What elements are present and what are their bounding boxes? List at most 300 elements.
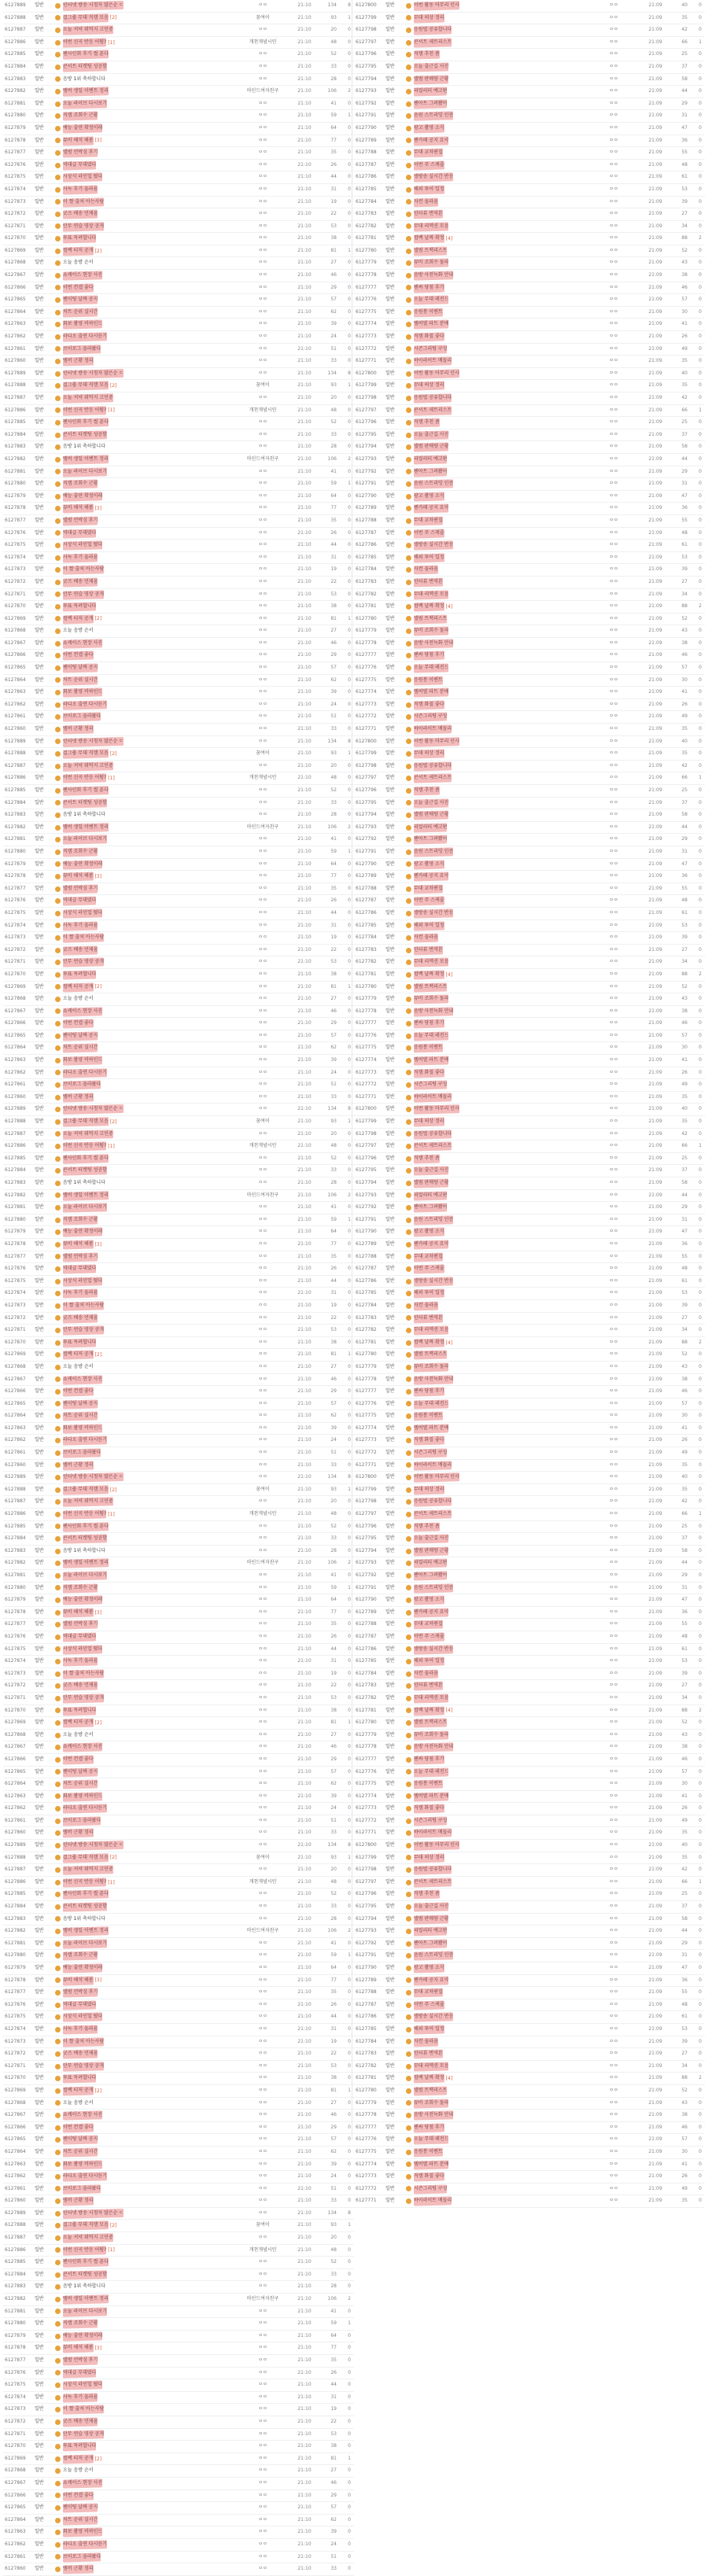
post-row[interactable] — [354, 2184, 705, 2196]
post-title-link[interactable]: 이번 활동 마무리 인사 — [414, 1104, 459, 1115]
post-title-cell[interactable] — [55, 1631, 244, 1643]
post-title-cell[interactable] — [55, 2465, 244, 2477]
post-writer[interactable]: ㅇㅇ — [590, 1754, 637, 1766]
post-row[interactable] — [354, 1165, 705, 1177]
post-writer[interactable]: 개천개념시민 — [239, 37, 286, 49]
post-title-cell[interactable] — [55, 2515, 244, 2526]
post-row[interactable] — [354, 1938, 705, 1951]
post-title-link[interactable]: 뮤비 조회수 돌파 — [414, 625, 448, 637]
post-writer[interactable]: ㅇㅇ — [590, 1018, 637, 1030]
post-row[interactable] — [3, 1754, 354, 1767]
post-writer[interactable]: ㅇㅇ — [590, 1680, 637, 1692]
post-title-cell[interactable] — [406, 1374, 595, 1386]
post-title-cell[interactable] — [406, 13, 595, 24]
post-title-link[interactable]: 팬아트 그려봤어 — [414, 466, 447, 478]
post-title-link[interactable]: 오늘 저녁 뭐먹지 고민중 — [63, 1864, 113, 1876]
post-title-cell[interactable] — [406, 822, 595, 834]
post-writer[interactable]: ㅇㅇ — [590, 1987, 637, 1999]
post-title-cell[interactable] — [406, 184, 595, 196]
post-title-cell[interactable] — [406, 614, 595, 625]
post-title-cell[interactable] — [406, 2171, 595, 2183]
post-title-link[interactable]: 뮤비 해석 해봄 — [63, 1607, 94, 1619]
post-title-cell[interactable] — [406, 429, 595, 441]
post-writer[interactable]: ㅇㅇ — [590, 2122, 637, 2134]
post-title-link[interactable]: 음방 1위 축하합니다 — [63, 809, 105, 821]
post-title-link[interactable]: 멤버 생일 이벤트 정리 — [63, 86, 109, 98]
post-writer[interactable]: ㅇㅇ — [590, 1263, 637, 1275]
post-row[interactable] — [354, 1644, 705, 1657]
post-title-cell[interactable] — [406, 1263, 595, 1275]
post-writer[interactable]: ㅇㅇ — [590, 662, 637, 674]
post-title-link[interactable]: 콘서트 세트리스트 — [414, 1509, 452, 1520]
post-writer[interactable]: ㅇㅇ — [239, 1999, 286, 2011]
post-writer[interactable]: ㅇㅇ — [590, 2061, 637, 2073]
post-writer[interactable]: ㅇㅇ — [590, 1889, 637, 1900]
post-row[interactable] — [3, 1778, 354, 1791]
post-title-link[interactable]: 앨범 언박싱 후기 — [63, 1987, 98, 1999]
post-row[interactable] — [354, 1926, 705, 1938]
post-title-cell[interactable] — [406, 1767, 595, 1778]
post-title-cell[interactable] — [406, 1141, 595, 1152]
post-title-cell[interactable] — [406, 61, 595, 73]
post-writer[interactable]: 개천개념시민 — [239, 405, 286, 417]
post-writer[interactable]: ㅇㅇ — [590, 2171, 637, 2183]
post-title-link[interactable]: 음원 스트리밍 인증 — [414, 1950, 453, 1962]
post-title-link[interactable]: 역대급 무대였다 — [63, 895, 96, 907]
post-writer[interactable]: ㅇㅇ — [590, 895, 637, 907]
post-title-link[interactable]: 광고 촬영 소식 — [414, 1962, 444, 1974]
post-title-link[interactable]: 차트 순위 실시간 — [63, 675, 98, 687]
post-row[interactable] — [354, 368, 705, 381]
comment-count[interactable]: [2] — [110, 2223, 117, 2228]
post-writer[interactable]: ㅇㅇ — [590, 1313, 637, 1325]
post-title-link[interactable]: 굿즈 배송 언제옴 — [63, 208, 98, 220]
post-title-link[interactable]: 쇼케이스 현장 사진 — [63, 270, 102, 282]
post-writer[interactable]: ㅇㅇ — [590, 1423, 637, 1435]
post-writer[interactable]: ㅇㅇ — [239, 1791, 286, 1803]
post-title-cell[interactable] — [55, 1803, 244, 1815]
post-title-cell[interactable] — [55, 2184, 244, 2195]
post-title-link[interactable]: 컴백 티저 공개 — [63, 1349, 94, 1361]
post-writer[interactable]: ㅇㅇ — [239, 270, 286, 282]
post-row[interactable] — [354, 1950, 705, 1962]
post-writer[interactable]: ㅇㅇ — [239, 1864, 286, 1876]
post-row[interactable] — [3, 982, 354, 994]
post-title-cell[interactable] — [406, 834, 595, 846]
post-writer[interactable]: ㅇㅇ — [239, 2429, 286, 2441]
post-writer[interactable]: ㅇㅇ — [590, 2184, 637, 2195]
post-row[interactable] — [354, 1288, 705, 1300]
post-row[interactable] — [354, 61, 705, 74]
post-title-cell[interactable] — [55, 1496, 244, 1508]
post-title-cell[interactable] — [406, 1631, 595, 1643]
post-writer[interactable]: 마인드여자친구 — [239, 1190, 286, 1202]
post-title-cell[interactable] — [55, 2048, 244, 2060]
post-title-link[interactable]: 하이라이트 메들리 — [414, 724, 452, 735]
post-row[interactable] — [354, 1435, 705, 1447]
post-title-link[interactable]: 응원봉 이벤트 — [414, 2147, 443, 2158]
post-writer[interactable]: ㅇㅇ — [590, 1938, 637, 1950]
post-writer[interactable]: ㅇㅇ — [239, 1914, 286, 1926]
post-writer[interactable]: ㅇㅇ — [590, 846, 637, 858]
post-title-cell[interactable] — [406, 1521, 595, 1533]
post-title-cell[interactable] — [406, 1668, 595, 1680]
post-title-cell[interactable] — [55, 711, 244, 723]
post-row[interactable] — [3, 699, 354, 712]
post-row[interactable] — [3, 184, 354, 197]
post-title-cell[interactable] — [406, 1852, 595, 1864]
post-row[interactable] — [3, 2478, 354, 2490]
post-row[interactable] — [3, 993, 354, 1006]
post-writer[interactable]: ㅇㅇ — [239, 1263, 286, 1275]
post-title-link[interactable]: 무대 리액션 모음 — [414, 221, 448, 233]
post-writer[interactable]: ㅇㅇ — [239, 147, 286, 159]
post-title-link[interactable]: 굿즈 배송 언제옴 — [63, 2048, 98, 2060]
post-writer[interactable]: ㅇㅇ — [590, 2036, 637, 2048]
post-row[interactable] — [3, 13, 354, 25]
post-title-cell[interactable] — [55, 589, 244, 601]
post-title-cell[interactable] — [406, 2195, 595, 2207]
post-title-cell[interactable] — [55, 2073, 244, 2084]
post-row[interactable] — [3, 748, 354, 761]
post-title-link[interactable]: 인터뷰 번역본 — [414, 2048, 443, 2060]
post-title-link[interactable]: 뮤비 조회수 돌파 — [414, 1362, 448, 1373]
post-row[interactable] — [3, 1313, 354, 1325]
post-writer[interactable]: ㅇㅇ — [239, 1092, 286, 1104]
post-title-link[interactable]: 시즌그리팅 구성 — [414, 2184, 447, 2195]
post-row[interactable] — [3, 2331, 354, 2343]
post-row[interactable] — [3, 245, 354, 258]
post-title-link[interactable]: 리얼리티 예고편 — [414, 822, 447, 834]
post-writer[interactable]: ㅇㅇ — [590, 74, 637, 86]
post-title-cell[interactable] — [55, 2404, 244, 2416]
post-row[interactable] — [3, 871, 354, 883]
post-title-link[interactable]: 앨범 판매량 근황 — [414, 1546, 448, 1557]
post-title-link[interactable]: 뮤비 해석 해봄 — [63, 503, 94, 514]
post-title-cell[interactable] — [406, 761, 595, 772]
post-writer[interactable]: ㅇㅇ — [590, 1300, 637, 1312]
post-title-link[interactable]: 무대 교차편집 — [414, 1987, 443, 1999]
post-writer[interactable]: ㅇㅇ — [590, 1055, 637, 1067]
post-title-cell[interactable] — [406, 662, 595, 674]
post-title-cell[interactable] — [55, 1313, 244, 1325]
post-row[interactable] — [3, 1399, 354, 1411]
post-row[interactable] — [3, 1006, 354, 1019]
post-writer[interactable]: 마인드여자친구 — [239, 1926, 286, 1937]
post-row[interactable] — [354, 417, 705, 429]
post-writer[interactable]: ㅇㅇ — [239, 1337, 286, 1349]
post-title-link[interactable]: 광고 촬영 소식 — [414, 859, 444, 871]
post-row[interactable] — [3, 2085, 354, 2098]
post-row[interactable] — [354, 1619, 705, 1631]
post-title-cell[interactable] — [55, 368, 244, 380]
post-title-link[interactable]: 브이로그 올라왔다 — [63, 1079, 101, 1091]
post-row[interactable] — [3, 945, 354, 957]
post-title-cell[interactable] — [55, 1190, 244, 1202]
post-writer[interactable]: ㅇㅇ — [239, 429, 286, 441]
post-title-link[interactable]: 직캠 추천 좀 — [414, 1521, 440, 1533]
post-title-link[interactable]: 뮤비 조회수 돌파 — [414, 257, 448, 269]
post-row[interactable] — [354, 589, 705, 602]
post-title-cell[interactable] — [55, 1717, 244, 1729]
post-title-link[interactable]: 생방송 실시간 반응 — [414, 540, 453, 551]
post-title-link[interactable]: 사녹 후기 올라옴 — [63, 2024, 98, 2036]
post-writer[interactable]: ㅇㅇ — [239, 123, 286, 135]
post-title-cell[interactable] — [406, 49, 595, 61]
post-row[interactable] — [3, 1190, 354, 1203]
post-row[interactable] — [354, 184, 705, 197]
post-row[interactable] — [3, 528, 354, 540]
post-title-cell[interactable] — [55, 257, 244, 269]
post-row[interactable] — [3, 515, 354, 528]
post-row[interactable] — [3, 1864, 354, 1877]
post-row[interactable] — [354, 1239, 705, 1251]
post-title-link[interactable]: 이번 활동 마무리 인사 — [414, 368, 459, 380]
post-title-link[interactable]: 이번 컨셉 좋다 — [63, 282, 94, 294]
post-row[interactable] — [3, 1546, 354, 1558]
post-row[interactable] — [354, 552, 705, 565]
post-title-cell[interactable] — [406, 257, 595, 269]
post-title-cell[interactable] — [55, 1165, 244, 1177]
post-row[interactable] — [354, 883, 705, 896]
post-row[interactable] — [3, 1202, 354, 1214]
post-title-cell[interactable] — [55, 1864, 244, 1876]
post-writer[interactable]: ㅇㅇ — [590, 1104, 637, 1115]
post-writer[interactable]: ㅇㅇ — [590, 1325, 637, 1336]
post-title-cell[interactable] — [55, 834, 244, 846]
post-writer[interactable]: ㅇㅇ — [239, 1741, 286, 1753]
post-title-link[interactable]: 이번 신곡 반응 어떰? — [63, 405, 106, 417]
post-writer[interactable]: ㅇㅇ — [239, 74, 286, 86]
post-row[interactable] — [3, 257, 354, 270]
post-title-cell[interactable] — [55, 528, 244, 540]
post-writer[interactable]: ㅇㅇ — [590, 1165, 637, 1177]
post-title-cell[interactable] — [406, 625, 595, 637]
post-row[interactable] — [354, 344, 705, 356]
post-row[interactable] — [3, 2404, 354, 2416]
post-writer[interactable]: ㅇㅇ — [590, 785, 637, 797]
post-writer[interactable]: ㅇㅇ — [590, 1521, 637, 1533]
post-row[interactable] — [354, 441, 705, 454]
post-title-cell[interactable] — [55, 2147, 244, 2158]
post-row[interactable] — [3, 2552, 354, 2564]
post-writer[interactable]: ㅇㅇ — [239, 540, 286, 551]
post-title-link[interactable]: 오늘 라이브 다시보기 — [63, 2306, 107, 2318]
post-row[interactable] — [354, 1656, 705, 1668]
post-title-link[interactable]: 투표 독려합니다 — [63, 601, 96, 613]
post-row[interactable] — [3, 1827, 354, 1840]
post-writer[interactable]: ㅇㅇ — [590, 1668, 637, 1680]
post-title-cell[interactable] — [406, 1214, 595, 1226]
post-title-link[interactable]: 콘서트 세트리스트 — [414, 772, 452, 784]
post-title-link[interactable]: 뮤비 해석 해봄 — [63, 1975, 94, 1987]
post-title-cell[interactable] — [406, 1962, 595, 1974]
post-title-cell[interactable] — [55, 294, 244, 306]
post-row[interactable] — [354, 1214, 705, 1227]
post-writer[interactable]: ㅇㅇ — [239, 883, 286, 895]
post-writer[interactable]: ㅇㅇ — [239, 1410, 286, 1422]
post-title-cell[interactable] — [55, 1754, 244, 1766]
post-title-link[interactable]: 리얼리티 예고편 — [414, 1926, 447, 1937]
post-title-cell[interactable] — [55, 2392, 244, 2404]
post-row[interactable] — [3, 1141, 354, 1153]
post-title-cell[interactable] — [55, 0, 244, 12]
post-writer[interactable]: ㅇㅇ — [590, 331, 637, 343]
post-writer[interactable]: ㅇㅇ — [239, 2208, 286, 2220]
post-row[interactable] — [3, 1263, 354, 1276]
post-title-link[interactable]: 안무 연습 영상 공개 — [63, 956, 104, 968]
post-title-link[interactable]: 투표 독려합니다 — [63, 969, 96, 981]
post-writer[interactable]: ㅇㅇ — [590, 515, 637, 527]
post-title-link[interactable]: 팬아트 그려봤어 — [414, 1938, 447, 1950]
post-row[interactable] — [3, 49, 354, 61]
post-title-cell[interactable] — [55, 2502, 244, 2514]
post-row[interactable] — [354, 969, 705, 982]
post-title-cell[interactable] — [55, 1276, 244, 1288]
post-title-cell[interactable] — [55, 895, 244, 907]
post-row[interactable] — [3, 270, 354, 282]
post-title-link[interactable]: 콘서트 세트리스트 — [414, 405, 452, 417]
post-writer[interactable]: ㅇㅇ — [590, 1435, 637, 1446]
post-title-cell[interactable] — [55, 1141, 244, 1152]
post-writer[interactable]: ㅇㅇ — [590, 503, 637, 514]
post-writer[interactable]: ㅇㅇ — [590, 13, 637, 24]
post-row[interactable] — [354, 1104, 705, 1116]
post-title-cell[interactable] — [55, 1741, 244, 1753]
post-row[interactable] — [3, 110, 354, 123]
post-row[interactable] — [3, 74, 354, 87]
post-writer[interactable]: ㅇㅇ — [239, 625, 286, 637]
post-title-link[interactable]: 역대급 무대였다 — [63, 528, 96, 540]
post-row[interactable] — [3, 736, 354, 749]
post-row[interactable] — [3, 1435, 354, 1447]
post-row[interactable] — [354, 2147, 705, 2159]
post-title-cell[interactable] — [406, 1092, 595, 1104]
post-writer[interactable]: ㅇㅇ — [239, 392, 286, 404]
post-row[interactable] — [354, 454, 705, 466]
comment-count[interactable]: [2] — [110, 751, 117, 757]
post-writer[interactable]: ㅇㅇ — [590, 221, 637, 233]
post-title-link[interactable]: 인터넷 방송 시청자 많은순 ㄷ — [63, 0, 124, 12]
post-writer[interactable]: ㅇㅇ — [590, 675, 637, 687]
post-row[interactable] — [3, 908, 354, 920]
post-row[interactable] — [354, 945, 705, 957]
post-title-cell[interactable] — [406, 491, 595, 503]
post-title-link[interactable]: 직캠 화질 좋다 — [414, 2171, 444, 2183]
post-title-link[interactable]: 콘서트 세트리스트 — [414, 37, 452, 49]
post-title-link[interactable]: 자컨 올라옴 — [414, 2036, 438, 2048]
post-title-link[interactable]: 이번 주 스케줄 — [414, 160, 444, 171]
comment-count[interactable]: [2] — [110, 1855, 117, 1860]
post-writer[interactable]: ㅇㅇ — [239, 1325, 286, 1336]
post-title-link[interactable]: 굿즈 배송 언제옴 — [63, 1313, 98, 1325]
post-row[interactable] — [3, 1791, 354, 1804]
post-title-link[interactable]: 광고 촬영 소식 — [414, 1594, 444, 1606]
post-title-link[interactable]: 이번 신곡 반응 어떰? — [63, 1141, 106, 1152]
post-writer[interactable]: ㅇㅇ — [590, 417, 637, 429]
post-title-cell[interactable] — [406, 160, 595, 171]
post-title-link[interactable]: 라디오 출연 다시듣기 — [63, 2539, 107, 2551]
post-row[interactable] — [354, 1557, 705, 1570]
post-title-cell[interactable] — [55, 908, 244, 919]
post-title-link[interactable]: 콘서트 티켓팅 성공함 — [63, 2269, 107, 2281]
post-title-link[interactable]: 음방 1위 축하합니다 — [63, 2281, 105, 2293]
post-title-link[interactable]: 응원봉 이벤트 — [414, 1410, 443, 1422]
post-title-link[interactable]: 앨범 언박싱 후기 — [63, 2355, 98, 2367]
post-title-link[interactable]: 시상식 라인업 떴다 — [63, 540, 102, 551]
post-title-cell[interactable] — [406, 1153, 595, 1165]
post-writer[interactable]: ㅇㅇ — [239, 1018, 286, 1030]
post-row[interactable] — [3, 1288, 354, 1300]
post-title-cell[interactable] — [406, 883, 595, 895]
post-title-link[interactable]: 앨범 판매량 근황 — [414, 1914, 448, 1926]
post-row[interactable] — [3, 1153, 354, 1166]
post-writer[interactable]: ㅇㅇ — [590, 294, 637, 306]
post-writer[interactable]: ㅇㅇ — [239, 2048, 286, 2060]
post-row[interactable] — [354, 1276, 705, 1288]
post-title-link[interactable]: 오늘 출근길 사진 — [414, 798, 448, 809]
post-title-cell[interactable] — [406, 1472, 595, 1483]
post-writer[interactable]: ㅇㅇ — [239, 1901, 286, 1913]
post-title-link[interactable]: 앨범 트랙리스트 — [414, 982, 447, 993]
post-title-cell[interactable] — [55, 675, 244, 687]
post-title-link[interactable]: 무대 의상 정리 — [414, 1852, 444, 1864]
post-row[interactable] — [354, 0, 705, 13]
post-writer[interactable]: ㅇㅇ — [590, 1631, 637, 1643]
post-writer[interactable]: ㅇㅇ — [239, 160, 286, 171]
post-writer[interactable]: ㅇㅇ — [590, 614, 637, 625]
post-title-link[interactable]: 하이라이트 메들리 — [414, 1460, 452, 1472]
comment-count[interactable]: [1] — [108, 2247, 115, 2253]
post-writer[interactable]: 개천개념시민 — [239, 1509, 286, 1520]
post-row[interactable] — [354, 650, 705, 662]
post-title-link[interactable]: 시즌그리팅 구성 — [414, 344, 447, 356]
post-writer[interactable]: 개천개념시민 — [239, 1877, 286, 1889]
post-title-link[interactable]: 안무 연습 영상 공개 — [63, 221, 104, 233]
post-row[interactable] — [3, 1533, 354, 1546]
post-row[interactable] — [3, 2281, 354, 2294]
post-writer[interactable]: ㅇㅇ — [590, 1607, 637, 1619]
post-title-link[interactable]: 컴백 날짜 확정 — [414, 601, 444, 613]
post-row[interactable] — [3, 233, 354, 245]
post-row[interactable] — [3, 1607, 354, 1620]
post-title-cell[interactable] — [55, 577, 244, 588]
post-writer[interactable]: ㅇㅇ — [239, 761, 286, 772]
post-title-link[interactable]: 컴백 날짜 확정 — [414, 969, 444, 981]
post-title-cell[interactable] — [55, 969, 244, 981]
post-title-link[interactable]: 리얼리티 예고편 — [414, 1557, 447, 1569]
post-writer[interactable]: 꿈여이 — [239, 380, 286, 392]
post-title-cell[interactable] — [406, 515, 595, 527]
post-title-cell[interactable] — [55, 160, 244, 171]
post-title-cell[interactable] — [55, 1877, 244, 1889]
post-writer[interactable]: ㅇㅇ — [239, 895, 286, 907]
post-title-cell[interactable] — [55, 1950, 244, 1962]
post-title-cell[interactable] — [406, 37, 595, 49]
post-row[interactable] — [354, 2098, 705, 2110]
post-title-cell[interactable] — [55, 2085, 244, 2097]
post-title-cell[interactable] — [406, 1693, 595, 1704]
post-title-cell[interactable] — [406, 1950, 595, 1962]
post-row[interactable] — [354, 1607, 705, 1620]
post-row[interactable] — [3, 24, 354, 37]
post-title-link[interactable]: 멤버별 파트 분배 — [414, 1791, 448, 1803]
post-writer[interactable]: ㅇㅇ — [239, 184, 286, 196]
post-writer[interactable]: ㅇㅇ — [239, 1386, 286, 1398]
post-title-cell[interactable] — [406, 1018, 595, 1030]
post-writer[interactable]: ㅇㅇ — [239, 1962, 286, 1974]
post-title-link[interactable]: 라디오 출연 다시듣기 — [63, 1435, 107, 1446]
